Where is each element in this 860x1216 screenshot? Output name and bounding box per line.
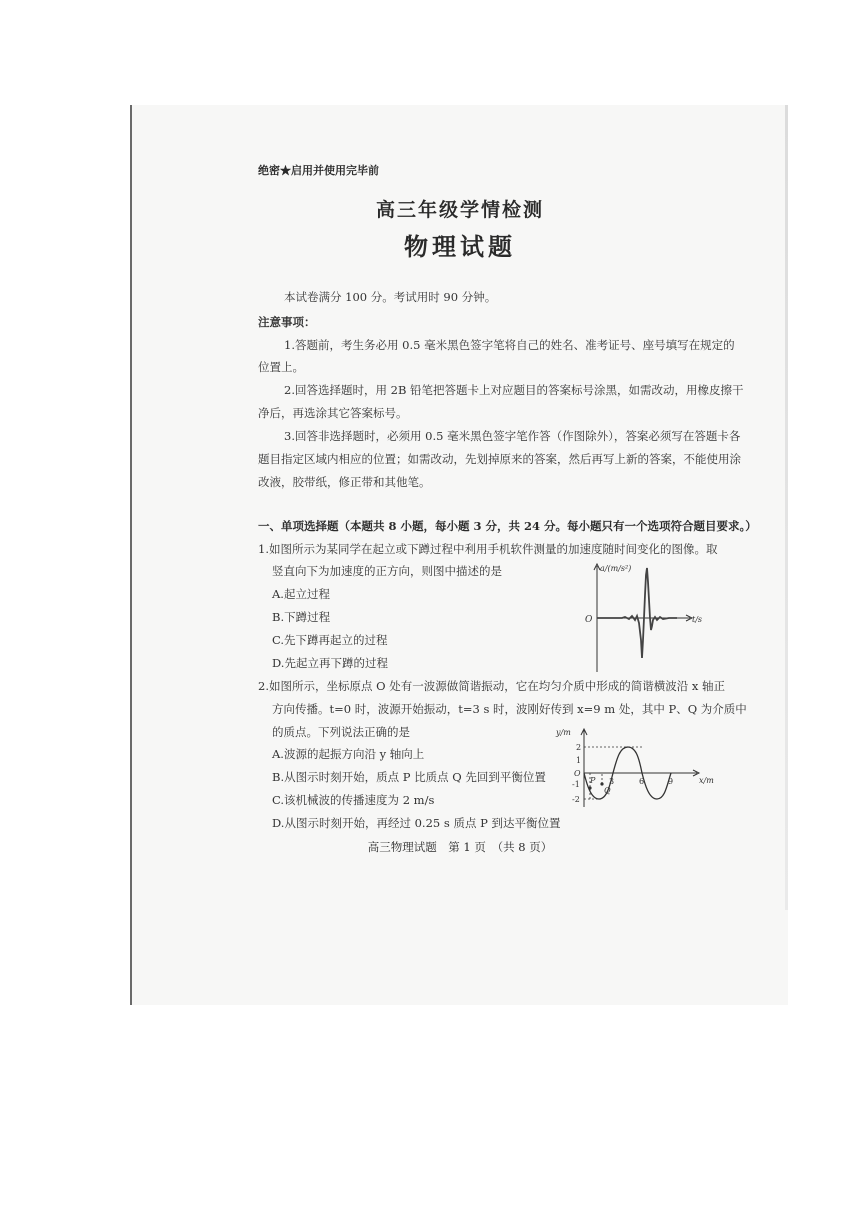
- notice-title: 注意事项：: [258, 315, 316, 329]
- y-tick-label: 1: [576, 756, 582, 765]
- page-footer: 高三物理试题 第 1 页 （共 8 页）: [367, 840, 553, 854]
- x-tick-label: 9: [668, 777, 674, 786]
- question-stem: 1.如图所示为某同学在起立或下蹲过程中利用手机软件测量的加速度随时间变化的图像。取: [258, 542, 718, 556]
- point-q-label: Q: [604, 786, 611, 795]
- option-b: B.下蹲过程: [272, 610, 331, 624]
- option-a: A.起立过程: [272, 587, 330, 601]
- point-p-label: P: [590, 776, 596, 785]
- notice-line: 位置上。: [258, 360, 304, 374]
- option-a: A.波源的起振方向沿 y 轴向上: [272, 747, 425, 761]
- y-axis-label: a/(m/s²): [600, 564, 632, 573]
- exam-title: 高三年级学情检测: [375, 199, 544, 221]
- notice-line: 3.回答非选择题时，必须用 0.5 毫米黑色签字笔作答（作图除外），答案必须写在答题卡各: [284, 429, 741, 443]
- notice-line: 1.答题前，考生务必用 0.5 毫米黑色签字笔将自己的姓名、准考证号、座号填写在规定的: [284, 338, 735, 352]
- x-tick-label: 6: [639, 777, 645, 786]
- y-axis-label: y/m: [556, 728, 571, 737]
- scanned-page: [130, 105, 788, 1005]
- question-stem: 2.如图所示，坐标原点 O 处有一波源做简谐振动，它在均匀介质中形成的简谐横波沿 x 轴正: [258, 679, 726, 693]
- confidential-label: 绝密★启用并使用完毕前: [258, 164, 379, 177]
- x-axis-label: t/s: [692, 615, 703, 624]
- option-d: D.从图示时刻开始，再经过 0.25 s 质点 P 到达平衡位置: [272, 816, 561, 830]
- intro-text: 本试卷满分 100 分。考试用时 90 分钟。: [284, 290, 497, 304]
- option-d: D.先起立再下蹲的过程: [272, 656, 388, 670]
- wave-graph: [554, 725, 724, 810]
- origin-label: O: [574, 769, 581, 778]
- notice-line: 2.回答选择题时，用 2B 铅笔把答题卡上对应题目的答案标号涂黑，如需改动，用橡皮擦干: [284, 383, 744, 397]
- y-tick-label: -1: [572, 780, 580, 789]
- x-axis-label: x/m: [699, 776, 714, 785]
- x-tick-label: 3: [609, 777, 615, 786]
- question-stem: 方向传播。t=0 时，波源开始振动，t=3 s 时，波刚好传到 x=9 m 处，其中 P、Q 为介质中: [272, 702, 747, 716]
- option-b: B.从图示时刻开始，质点 P 比质点 Q 先回到平衡位置: [272, 770, 546, 784]
- notice-line: 题目指定区域内相应的位置；如需改动，先划掉原来的答案，然后再写上新的答案，不能使用涂: [258, 452, 741, 466]
- question-stem: 竖直向下为加速度的正方向，则图中描述的是: [272, 564, 502, 578]
- notice-line: 净后，再选涂其它答案标号。: [258, 406, 408, 420]
- acceleration-curve: [597, 568, 677, 658]
- point-p-marker: [588, 786, 591, 789]
- origin-label: O: [585, 615, 593, 625]
- scan-edge: [785, 105, 788, 910]
- acceleration-time-graph: [577, 560, 707, 675]
- subject-title: 物理试题: [404, 232, 516, 261]
- section-heading: 一、单项选择题（本题共 8 小题，每小题 3 分，共 24 分。每小题只有一个选项符合题目要求。）: [258, 519, 757, 533]
- option-c: C.该机械波的传播速度为 2 m/s: [272, 793, 435, 807]
- option-c: C.先下蹲再起立的过程: [272, 633, 388, 647]
- notice-line: 改液，胶带纸，修正带和其他笔。: [258, 475, 431, 489]
- y-tick-label: 2: [576, 743, 582, 752]
- question-stem: 的质点。下列说法正确的是: [272, 725, 410, 739]
- y-tick-label: -2: [572, 795, 580, 804]
